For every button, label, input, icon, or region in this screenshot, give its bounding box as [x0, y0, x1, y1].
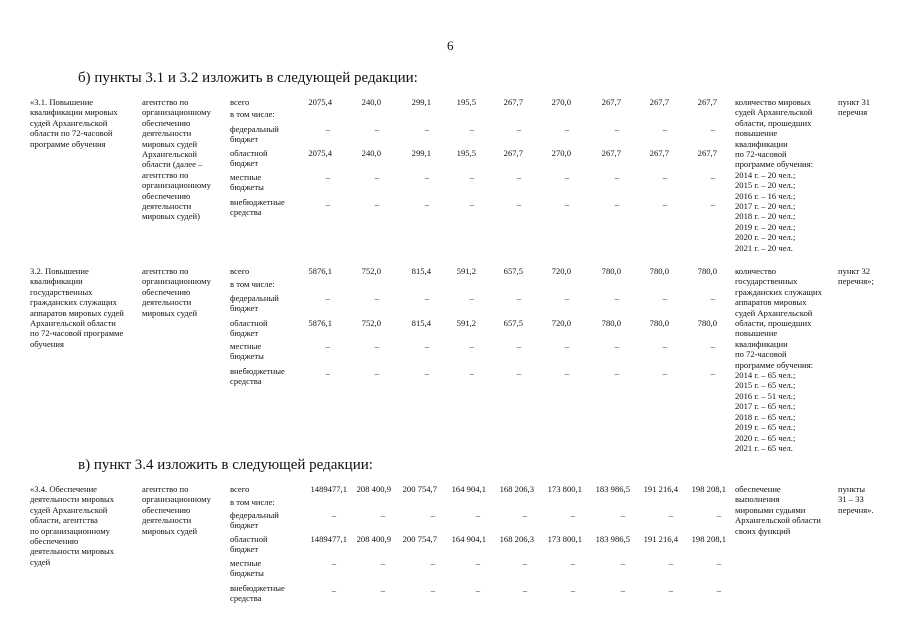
- value-regional-2019: 780,0: [601, 318, 621, 328]
- dash-cell: –: [716, 510, 721, 520]
- value-regional-2016: 195,5: [456, 148, 476, 158]
- value-regional-2016: 164 904,1: [451, 534, 486, 544]
- value-total-2021: 267,7: [697, 97, 717, 107]
- source-local: местные бюджеты: [230, 341, 264, 362]
- value-regional-all: 5876,1: [308, 318, 332, 328]
- dash-cell: –: [516, 293, 521, 303]
- dash-cell: –: [331, 510, 336, 520]
- dash-cell: –: [614, 368, 619, 378]
- dash-cell: –: [325, 341, 330, 351]
- dash-cell: –: [325, 368, 330, 378]
- dash-cell: –: [380, 558, 385, 568]
- section-c-heading: в) пункт 3.4 изложить в следующей редакции:: [78, 457, 373, 473]
- value-total-2015: 299,1: [411, 97, 431, 107]
- value-total-2017: 267,7: [503, 97, 523, 107]
- value-total-2016: 591,2: [456, 266, 476, 276]
- dash-cell: –: [516, 124, 521, 134]
- value-total-2015: 815,4: [411, 266, 431, 276]
- dash-cell: –: [325, 293, 330, 303]
- dash-cell: –: [424, 172, 429, 182]
- value-total-2018: 270,0: [551, 97, 571, 107]
- dash-cell: –: [564, 293, 569, 303]
- row-name: 3.2. Повышение квалификации государственных гражданских служащих аппаратов мировых судей Архангельской области по 72-часовой программе обучения: [30, 266, 124, 349]
- dash-cell: –: [469, 341, 474, 351]
- dash-cell: –: [710, 368, 715, 378]
- dash-cell: –: [430, 558, 435, 568]
- dash-cell: –: [522, 510, 527, 520]
- dash-cell: –: [469, 293, 474, 303]
- dash-cell: –: [668, 510, 673, 520]
- source-federal: федеральный бюджет: [230, 124, 279, 145]
- dash-cell: –: [475, 558, 480, 568]
- dash-cell: –: [662, 199, 667, 209]
- value-regional-2019: 183 986,5: [595, 534, 630, 544]
- row-link: пункт 31 перечня: [838, 97, 871, 118]
- dash-cell: –: [662, 341, 667, 351]
- dash-cell: –: [516, 199, 521, 209]
- value-total-2016: 195,5: [456, 97, 476, 107]
- dash-cell: –: [614, 124, 619, 134]
- dash-cell: –: [469, 199, 474, 209]
- source-extra: внебюджетные средства: [230, 366, 285, 387]
- dash-cell: –: [374, 172, 379, 182]
- dash-cell: –: [522, 585, 527, 595]
- value-regional-2014: 208 400,9: [356, 534, 391, 544]
- dash-cell: –: [564, 368, 569, 378]
- source-incl: в том числе:: [230, 497, 275, 507]
- dash-cell: –: [620, 585, 625, 595]
- value-regional-2017: 657,5: [503, 318, 523, 328]
- source-local: местные бюджеты: [230, 558, 264, 579]
- value-total-2019: 267,7: [601, 97, 621, 107]
- value-regional-2020: 191 216,4: [643, 534, 678, 544]
- dash-cell: –: [516, 341, 521, 351]
- row-indicator: количество мировых судей Архангельской области, прошедших повышение квалификации по 72-часовой программе обучения: 2014 г. – 20 чел.; 2015 г. – 20 чел.; 2016 г. – 16 чел.; 2017 г. – 20 чел.; 2018 г. – 20 чел.; 2019 г. – 20 чел.; 2020 г. – 20 чел.; 2021 г. – 20 чел.: [735, 97, 813, 253]
- dash-cell: –: [331, 558, 336, 568]
- value-total-2018: 720,0: [551, 266, 571, 276]
- row-name: «3.4. Обеспечение деятельности мировых судей Архангельской области, агентства по организационному обеспечению деятельности мировых судей: [30, 484, 115, 567]
- source-regional: областной бюджет: [230, 534, 268, 555]
- dash-cell: –: [424, 199, 429, 209]
- value-regional-2021: 198 208,1: [691, 534, 726, 544]
- value-regional-2018: 720,0: [551, 318, 571, 328]
- source-extra: внебюджетные средства: [230, 197, 285, 218]
- value-total-2017: 168 206,3: [499, 484, 534, 494]
- dash-cell: –: [662, 368, 667, 378]
- dash-cell: –: [710, 199, 715, 209]
- dash-cell: –: [522, 558, 527, 568]
- dash-cell: –: [662, 172, 667, 182]
- source-total: всего: [230, 484, 250, 494]
- row-executor: агентство по организационному обеспечению деятельности мировых судей Архангельской области (далее – агентство по организационному обеспечению деятельности мировых судей): [142, 97, 211, 222]
- value-regional-2018: 173 800,1: [547, 534, 582, 544]
- value-regional-2018: 270,0: [551, 148, 571, 158]
- dash-cell: –: [614, 199, 619, 209]
- dash-cell: –: [516, 172, 521, 182]
- dash-cell: –: [662, 124, 667, 134]
- dash-cell: –: [430, 510, 435, 520]
- value-regional-2014: 240,0: [361, 148, 381, 158]
- dash-cell: –: [710, 124, 715, 134]
- value-total-2014: 208 400,9: [356, 484, 391, 494]
- dash-cell: –: [614, 293, 619, 303]
- page-number: 6: [447, 38, 454, 53]
- dash-cell: –: [374, 341, 379, 351]
- dash-cell: –: [325, 172, 330, 182]
- dash-cell: –: [424, 293, 429, 303]
- value-regional-2019: 267,7: [601, 148, 621, 158]
- source-extra: внебюджетные средства: [230, 583, 285, 604]
- value-total-2021: 780,0: [697, 266, 717, 276]
- value-total-2018: 173 800,1: [547, 484, 582, 494]
- dash-cell: –: [564, 341, 569, 351]
- dash-cell: –: [424, 124, 429, 134]
- dash-cell: –: [614, 341, 619, 351]
- source-local: местные бюджеты: [230, 172, 264, 193]
- dash-cell: –: [374, 368, 379, 378]
- dash-cell: –: [662, 293, 667, 303]
- dash-cell: –: [374, 199, 379, 209]
- dash-cell: –: [620, 510, 625, 520]
- value-total-all: 1489477,1: [310, 484, 347, 494]
- value-regional-2021: 780,0: [697, 318, 717, 328]
- value-regional-2016: 591,2: [456, 318, 476, 328]
- value-regional-2015: 815,4: [411, 318, 431, 328]
- dash-cell: –: [430, 585, 435, 595]
- source-regional: областной бюджет: [230, 318, 268, 339]
- source-incl: в том числе:: [230, 279, 275, 289]
- value-regional-2014: 752,0: [361, 318, 381, 328]
- row-link: пункты 31 – 33 перечня».: [838, 484, 874, 515]
- dash-cell: –: [564, 199, 569, 209]
- row-link: пункт 32 перечня»;: [838, 266, 874, 287]
- dash-cell: –: [710, 293, 715, 303]
- dash-cell: –: [710, 341, 715, 351]
- source-total: всего: [230, 97, 250, 107]
- dash-cell: –: [325, 199, 330, 209]
- value-regional-2017: 168 206,3: [499, 534, 534, 544]
- dash-cell: –: [716, 558, 721, 568]
- dash-cell: –: [716, 585, 721, 595]
- source-total: всего: [230, 266, 250, 276]
- value-total-all: 2075,4: [308, 97, 332, 107]
- value-regional-all: 2075,4: [308, 148, 332, 158]
- dash-cell: –: [469, 368, 474, 378]
- source-federal: федеральный бюджет: [230, 293, 279, 314]
- dash-cell: –: [564, 172, 569, 182]
- value-regional-2020: 780,0: [649, 318, 669, 328]
- source-incl: в том числе:: [230, 109, 275, 119]
- row-indicator: обеспечение выполнения мировыми судьями Архангельской области своих функций: [735, 484, 821, 536]
- dash-cell: –: [424, 341, 429, 351]
- value-total-2014: 240,0: [361, 97, 381, 107]
- dash-cell: –: [570, 510, 575, 520]
- value-total-2014: 752,0: [361, 266, 381, 276]
- value-total-2019: 780,0: [601, 266, 621, 276]
- dash-cell: –: [668, 558, 673, 568]
- value-regional-2015: 299,1: [411, 148, 431, 158]
- dash-cell: –: [475, 510, 480, 520]
- dash-cell: –: [424, 368, 429, 378]
- value-regional-2015: 200 754,7: [402, 534, 437, 544]
- dash-cell: –: [469, 172, 474, 182]
- dash-cell: –: [374, 124, 379, 134]
- value-total-2021: 198 208,1: [691, 484, 726, 494]
- section-b-heading: б) пункты 3.1 и 3.2 изложить в следующей редакции:: [78, 70, 418, 86]
- value-total-2016: 164 904,1: [451, 484, 486, 494]
- value-total-2017: 657,5: [503, 266, 523, 276]
- value-total-2020: 780,0: [649, 266, 669, 276]
- dash-cell: –: [516, 368, 521, 378]
- value-regional-2021: 267,7: [697, 148, 717, 158]
- dash-cell: –: [564, 124, 569, 134]
- dash-cell: –: [380, 585, 385, 595]
- value-regional-all: 1489477,1: [310, 534, 347, 544]
- source-federal: федеральный бюджет: [230, 510, 279, 531]
- dash-cell: –: [331, 585, 336, 595]
- dash-cell: –: [374, 293, 379, 303]
- value-total-2020: 267,7: [649, 97, 669, 107]
- value-total-2020: 191 216,4: [643, 484, 678, 494]
- dash-cell: –: [570, 585, 575, 595]
- value-total-2015: 200 754,7: [402, 484, 437, 494]
- dash-cell: –: [620, 558, 625, 568]
- dash-cell: –: [570, 558, 575, 568]
- dash-cell: –: [325, 124, 330, 134]
- dash-cell: –: [469, 124, 474, 134]
- dash-cell: –: [710, 172, 715, 182]
- row-name: «3.1. Повышение квалификации мировых судей Архангельской области по 72-часовой программе обучения: [30, 97, 118, 149]
- dash-cell: –: [614, 172, 619, 182]
- row-executor: агентство по организационному обеспечению деятельности мировых судей: [142, 484, 211, 536]
- value-total-all: 5876,1: [308, 266, 332, 276]
- value-regional-2020: 267,7: [649, 148, 669, 158]
- value-total-2019: 183 986,5: [595, 484, 630, 494]
- row-executor: агентство по организационному обеспечению деятельности мировых судей: [142, 266, 211, 318]
- source-regional: областной бюджет: [230, 148, 268, 169]
- dash-cell: –: [475, 585, 480, 595]
- row-indicator: количество государственных гражданских служащих аппаратов мировых судей Архангельской области, прошедших повышение квалификации по 72-часовой программе обучения: 2014 г. – 65 чел.; 2015 г. – 65 чел.; 2016 г. – 51 чел.; 2017 г. – 65 чел.; 2018 г. – 65 чел.; 2019 г. – 65 чел.; 2020 г. – 65 чел.; 2021 г. – 65 чел.: [735, 266, 822, 453]
- value-regional-2017: 267,7: [503, 148, 523, 158]
- dash-cell: –: [668, 585, 673, 595]
- dash-cell: –: [380, 510, 385, 520]
